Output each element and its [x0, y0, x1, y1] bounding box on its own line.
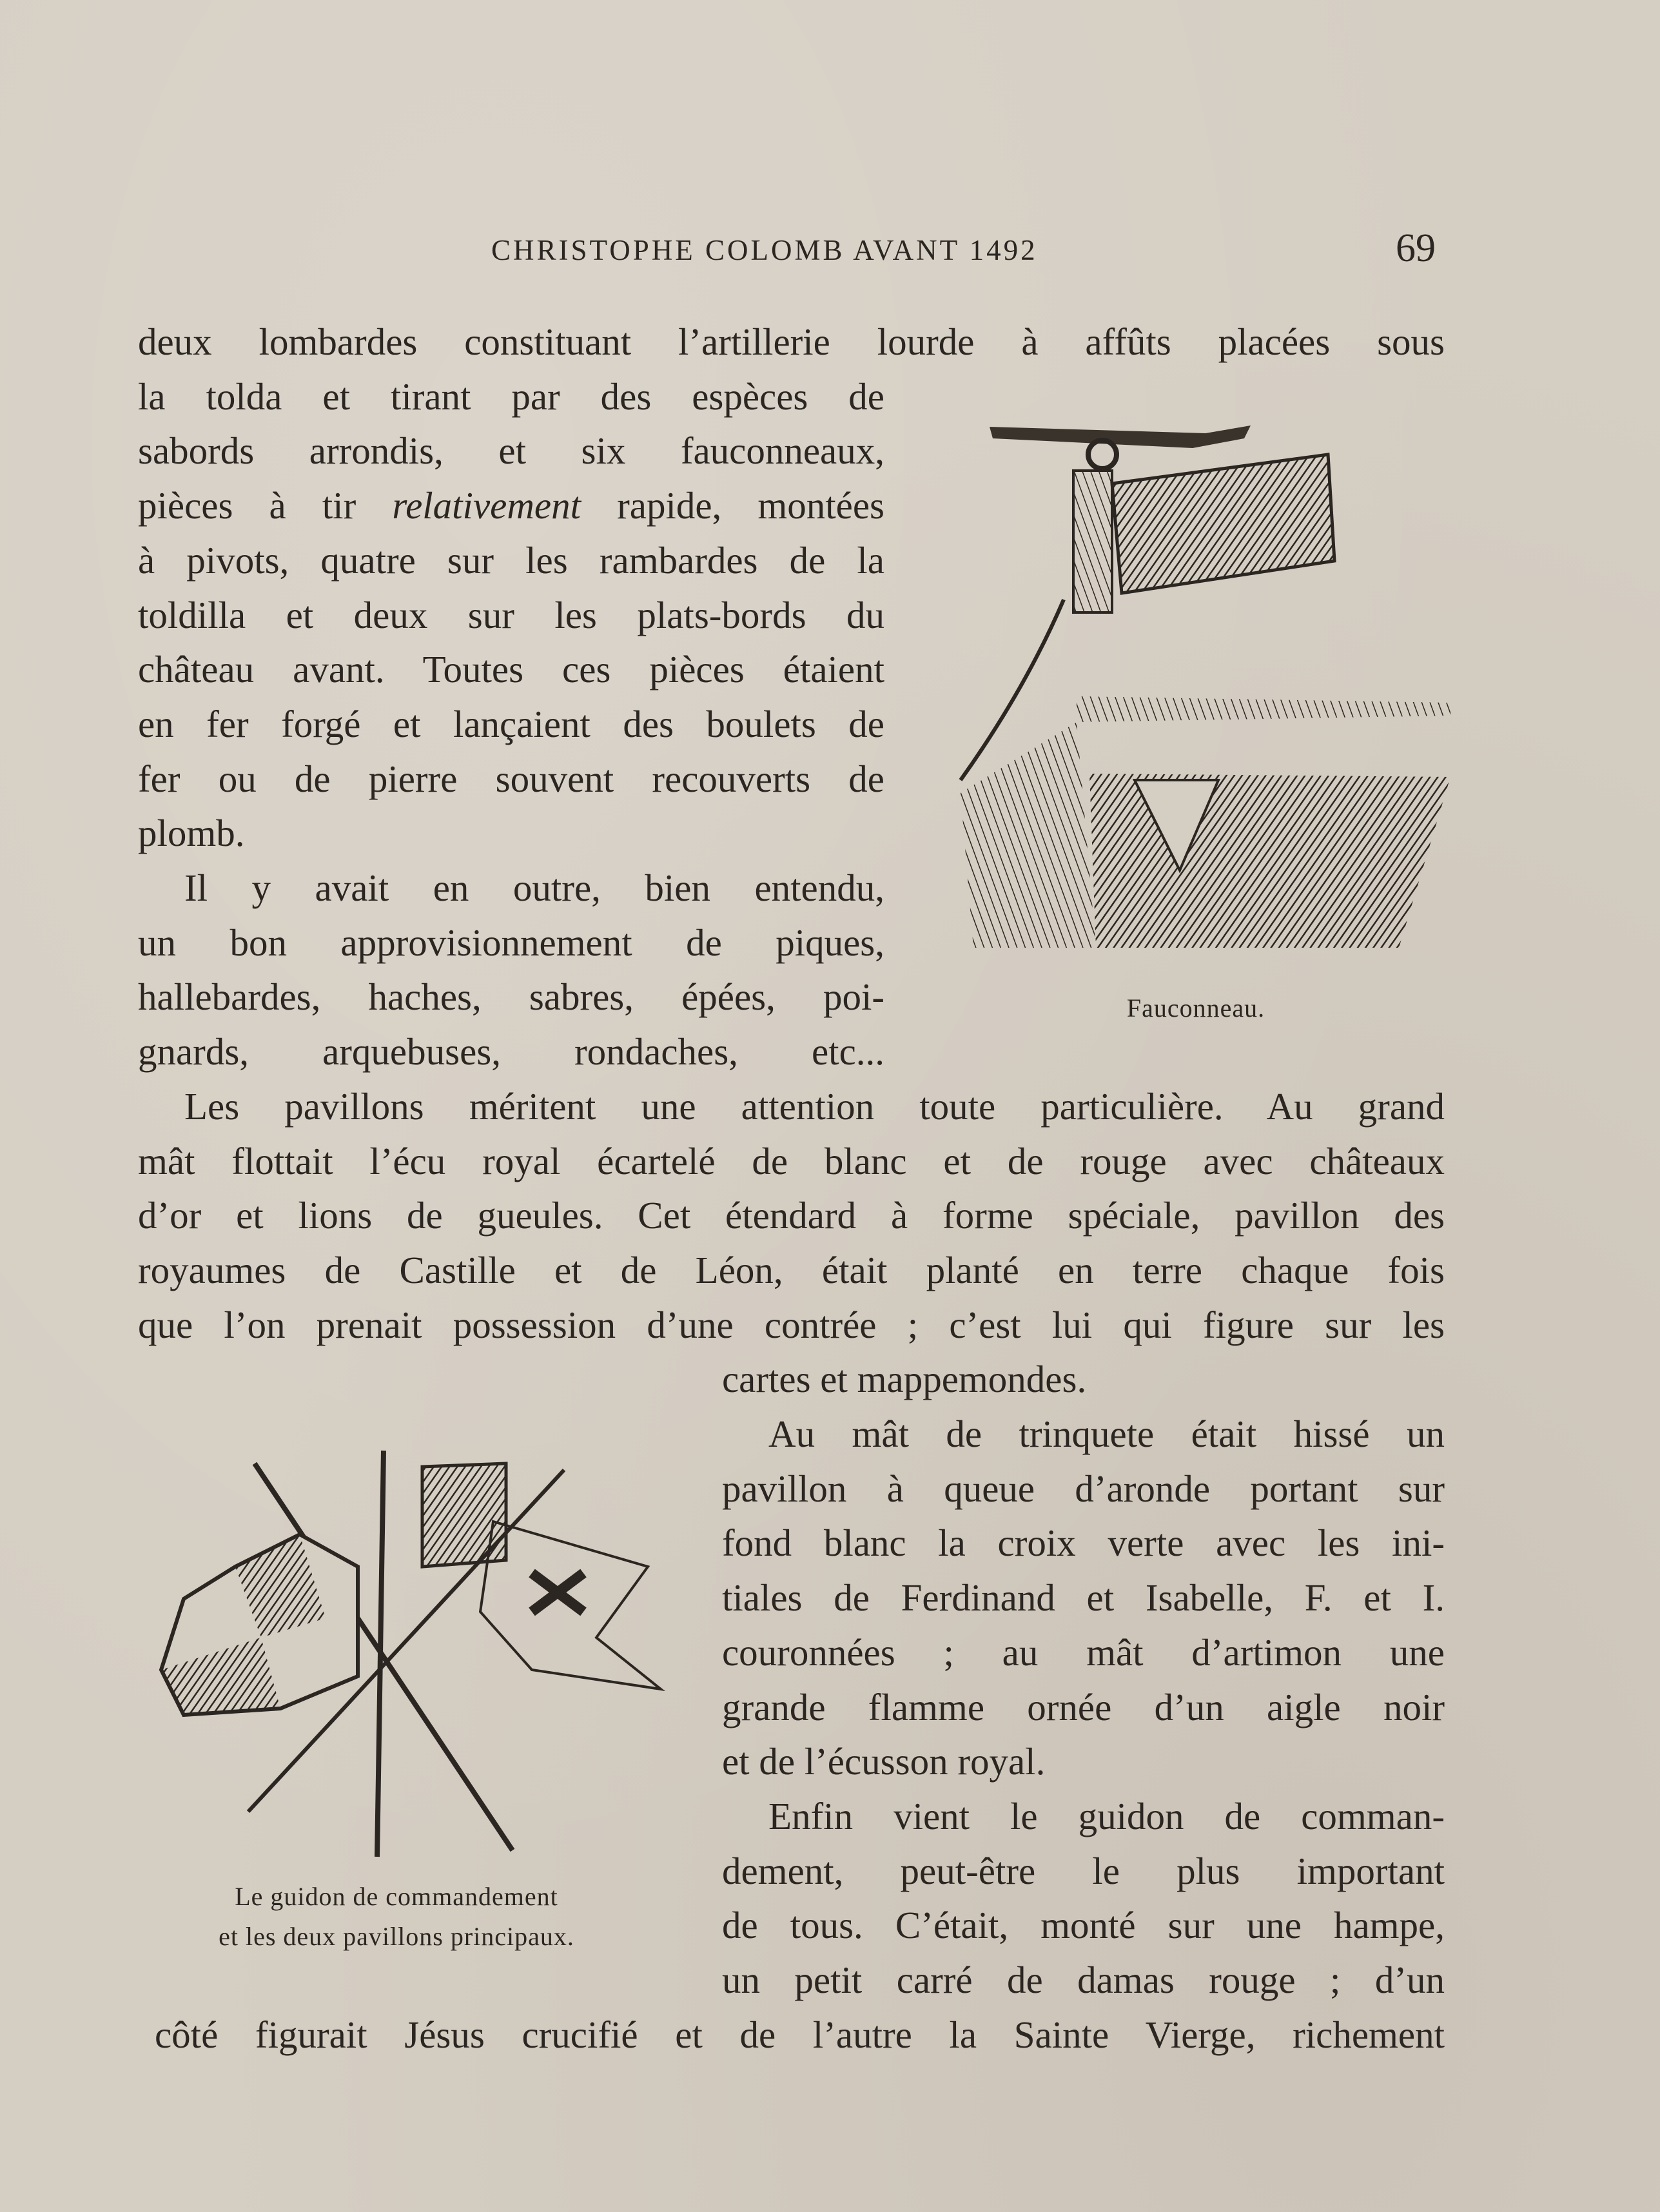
text-line: Enfin vient le guidon de comman-	[768, 1795, 1445, 1837]
text-line: hallebardes, haches, sabres, épées, poi-	[138, 975, 884, 1018]
flags-illustration	[145, 1405, 674, 1863]
text-line: côté figurait Jésus crucifié et de l’autre la Sainte Vierge, richement	[155, 2013, 1445, 2056]
text-line: d’or et lions de gueules. Cet étendard à forme spéciale, pavillon des	[138, 1194, 1445, 1237]
text-line: dement, peut-être le plus important	[722, 1850, 1445, 1892]
figure-caption-line2: et les deux pavillons principaux.	[219, 1922, 574, 1951]
text-line: toldilla et deux sur les plats-bords du	[138, 594, 884, 636]
running-title: CHRISTOPHE COLOMB AVANT 1492	[491, 234, 1038, 266]
text-line: un petit carré de damas rouge ; d’un	[722, 1959, 1445, 2001]
text-line: couronnées ; au mât d’artimon une	[722, 1631, 1445, 1674]
fauconneau-illustration	[948, 419, 1476, 961]
text-line: gnards, arquebuses, rondaches, etc...	[138, 1030, 884, 1073]
text-line: Au mât de trinquete était hissé un	[768, 1413, 1445, 1455]
text-line: fond blanc la croix verte avec les ini-	[722, 1522, 1445, 1564]
page-number: 69	[1396, 226, 1436, 270]
text-line: grande flamme ornée d’un aigle noir	[722, 1686, 1445, 1728]
text-line: pavillon à queue d’aronde portant sur	[722, 1467, 1445, 1510]
text-line: mât flottait l’écu royal écartelé de blanc et de rouge avec châteaux	[138, 1140, 1445, 1182]
text-line	[138, 478, 884, 533]
text-line: de tous. C’était, monté sur une hampe,	[722, 1904, 1445, 1946]
italic-word: relativement	[392, 484, 581, 527]
text-line: deux lombardes constituant l’artillerie lourde à affûts placées sous	[138, 320, 1445, 363]
text-line: fer ou de pierre souvent recouverts de	[138, 758, 884, 800]
text-line: en fer forgé et lançaient des boulets de	[138, 703, 884, 745]
text-line: royaumes de Castille et de Léon, était planté en terre chaque fois	[138, 1249, 1445, 1291]
text-line: Il y avait en outre, bien entendu,	[184, 866, 884, 909]
figure-caption: Fauconneau.	[1126, 993, 1265, 1023]
figure-caption-line1: Le guidon de commandement	[235, 1882, 558, 1911]
text-line: la tolda et tirant par des espèces de	[138, 375, 884, 418]
text-span: pièces à tir	[138, 484, 393, 527]
text-line: Les pavillons méritent une attention toute particulière. Au grand	[184, 1085, 1445, 1128]
text-line: que l’on prenait possession d’une contrée ; c’est lui qui figure sur les	[138, 1304, 1445, 1346]
text-line: et de l’écusson royal.	[722, 1740, 1046, 1783]
text-line: tiales de Ferdinand et Isabelle, F. et I.	[722, 1576, 1445, 1619]
text-line: un bon approvisionnement de piques,	[138, 921, 884, 964]
text-span: rapide, montées	[581, 484, 884, 527]
text-line: château avant. Toutes ces pièces étaient	[138, 648, 884, 690]
text-line: cartes et mappemondes.	[722, 1358, 1087, 1400]
text-line: sabords arrondis, et six fauconneaux,	[138, 429, 884, 472]
text-line: plomb.	[138, 812, 245, 854]
text-line: à pivots, quatre sur les rambardes de la	[138, 539, 884, 582]
